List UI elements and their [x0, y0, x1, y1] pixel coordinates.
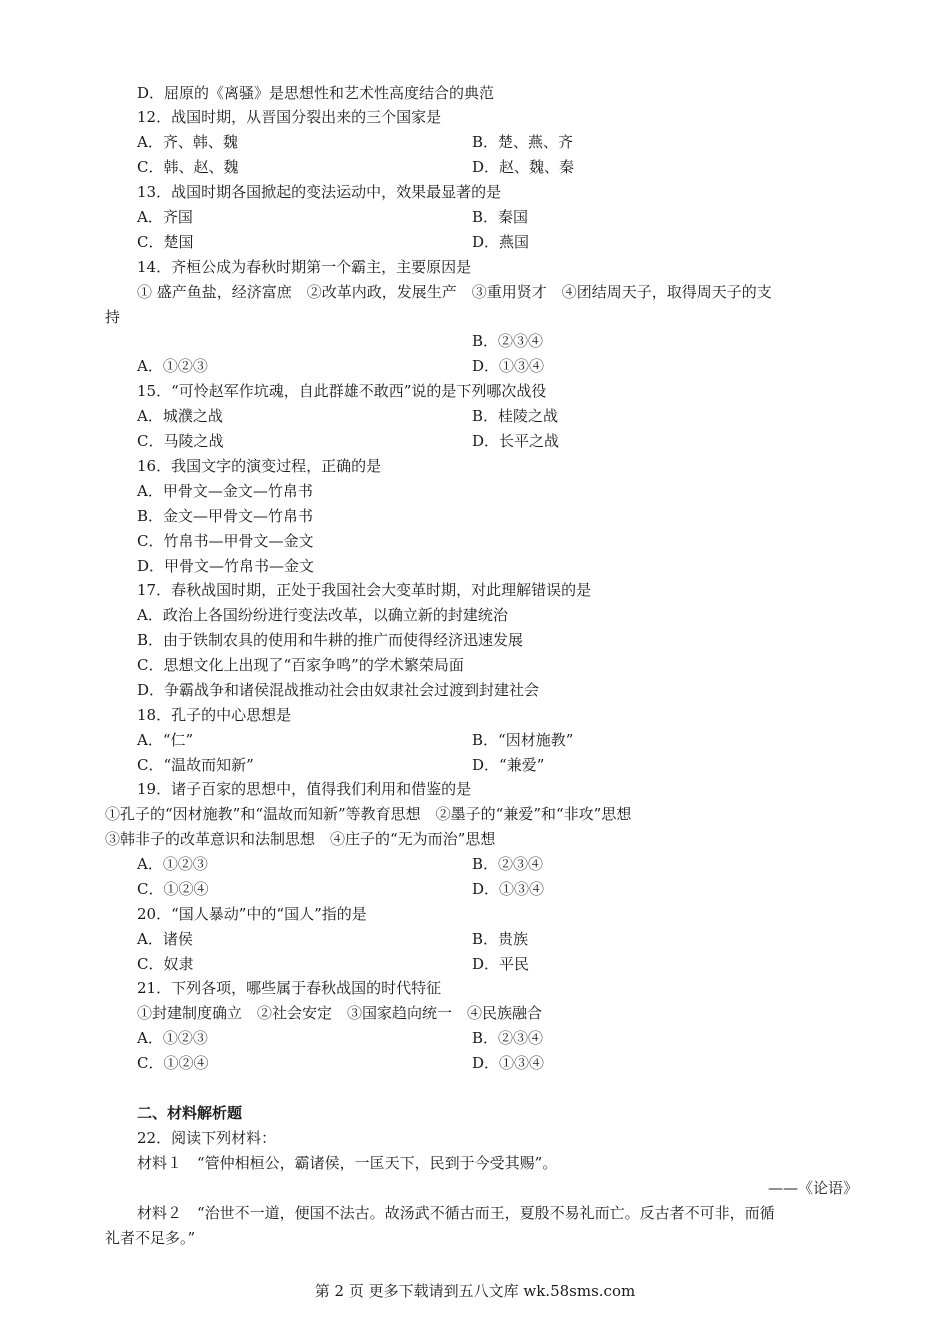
question-option: D．平民: [472, 955, 530, 973]
question-option: C．马陵之战: [137, 432, 224, 450]
question-option: C．①②④: [137, 1054, 209, 1072]
question-stem: 18．孔子的中心思想是: [137, 706, 292, 724]
question-option: A．诸侯: [137, 930, 193, 948]
question-choices: ① 盛产鱼盐，经济富庶 ②改革内政，发展生产 ③重用贤才 ④团结周天子，取得周天子的支: [137, 283, 772, 301]
question-option: C．奴隶: [137, 955, 194, 973]
material-source: ——《论语》: [767, 1179, 858, 1197]
question-choices: ①孔子的“因材施教”和“温故而知新”等教育思想 ②墨子的“兼爱”和“非攻”思想: [105, 805, 632, 823]
question-stem: 22．阅读下列材料：: [137, 1129, 277, 1147]
question-choices: 持: [105, 308, 121, 326]
question-option: B．桂陵之战: [472, 407, 559, 425]
question-option: D．长平之战: [472, 432, 560, 450]
material-text: 礼者不足多。”: [105, 1229, 196, 1247]
material-text: 材料１ “管仲相桓公，霸诸侯，一匡天下，民到于今受其赐”。: [137, 1154, 558, 1172]
question-option: B．②③④: [472, 855, 544, 873]
question-option: A．甲骨文—金文—竹帛书: [137, 482, 313, 500]
question-option: A．城濮之战: [137, 407, 223, 425]
question-stem: 15．“可怜赵军作坑魂，自此群雄不敢西”说的是下列哪次战役: [137, 382, 547, 400]
question-option: A．①②③: [137, 357, 208, 375]
question-option: D．甲骨文—竹帛书—金文: [137, 557, 315, 575]
question-option: C．韩、赵、魏: [137, 158, 239, 176]
question-choices: ③韩非子的改革意识和法制思想 ④庄子的“无为而治”思想: [105, 830, 496, 848]
question-option: A．政治上各国纷纷进行变法改革，以确立新的封建统治: [137, 606, 508, 624]
question-stem: 14．齐桓公成为春秋时期第一个霸主，主要原因是: [137, 258, 472, 276]
question-option: B．楚、燕、齐: [472, 133, 574, 151]
question-option: D．①③④: [472, 1054, 545, 1072]
question-option: D．燕国: [472, 233, 530, 251]
question-option: C．“温故而知新”: [137, 756, 254, 774]
question-stem: 12．战国时期，从晋国分裂出来的三个国家是: [137, 108, 442, 126]
question-stem: 19．诸子百家的思想中，值得我们利用和借鉴的是: [137, 780, 472, 798]
question-option: D．“兼爱”: [472, 756, 545, 774]
question-option: C．楚国: [137, 233, 194, 251]
question-stem: 20．“国人暴动”中的“国人”指的是: [137, 905, 367, 923]
question-option: B．②③④: [472, 1029, 544, 1047]
question-option: B．秦国: [472, 208, 529, 226]
section-heading: 二、材料解析题: [137, 1104, 243, 1122]
question-stem: 17．春秋战国时期，正处于我国社会大变革时期，对此理解错误的是: [137, 581, 592, 599]
question-option: A．齐、韩、魏: [137, 133, 238, 151]
question-option: D．①③④: [472, 357, 545, 375]
question-choices: ①封建制度确立 ②社会安定 ③国家趋向统一 ④民族融合: [137, 1004, 543, 1022]
question-option: D．争霸战争和诸侯混战推动社会由奴隶社会过渡到封建社会: [137, 681, 540, 699]
question-option: B．贵族: [472, 930, 529, 948]
question-option: A．①②③: [137, 855, 208, 873]
question-option: D．屈原的《离骚》是思想性和艺术性高度结合的典范: [137, 84, 495, 102]
question-option: A．①②③: [137, 1029, 208, 1047]
question-option: B．“因材施教”: [472, 731, 574, 749]
question-option: C．竹帛书—甲骨文—金文: [137, 532, 314, 550]
question-option: B．金文—甲骨文—竹帛书: [137, 507, 314, 525]
page-footer: 第 2 页 更多下载请到五八文库 wk.58sms.com: [314, 1282, 636, 1300]
question-option: B．由于铁制农具的使用和牛耕的推广而使得经济迅速发展: [137, 631, 524, 649]
question-option: D．赵、魏、秦: [472, 158, 575, 176]
question-option: B．②③④: [472, 332, 544, 350]
question-stem: 16．我国文字的演变过程，正确的是: [137, 457, 382, 475]
material-text: 材料２ “治世不一道，便国不法古。故汤武不循古而王，夏殷不易礼而亡。反古者不可非，而循: [137, 1204, 775, 1222]
question-option: A．齐国: [137, 208, 193, 226]
question-option: D．①③④: [472, 880, 545, 898]
question-option: C．思想文化上出现了“百家争鸣”的学术繁荣局面: [137, 656, 464, 674]
question-stem: 21．下列各项，哪些属于春秋战国的时代特征: [137, 979, 442, 997]
question-option: C．①②④: [137, 880, 209, 898]
question-stem: 13．战国时期各国掀起的变法运动中，效果最显著的是: [137, 183, 502, 201]
question-option: A．“仁”: [137, 731, 194, 749]
